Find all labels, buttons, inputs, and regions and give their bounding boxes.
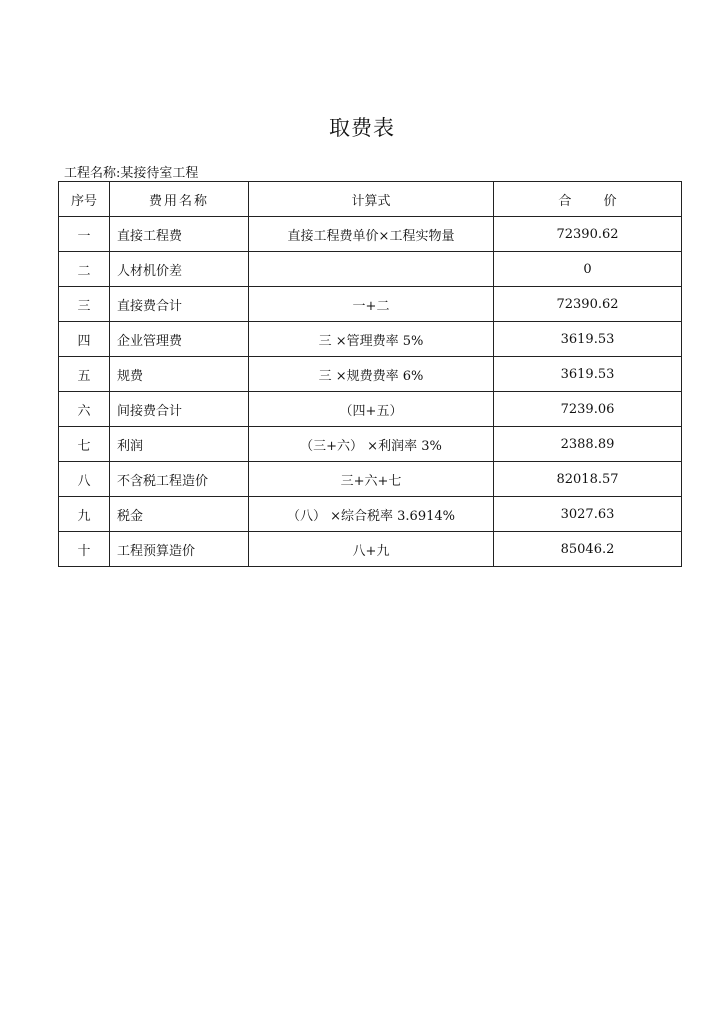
row-no: 八	[59, 462, 110, 497]
row-formula	[249, 252, 494, 287]
row-formula: 一+二	[249, 287, 494, 322]
row-no: 九	[59, 497, 110, 532]
table-row	[59, 427, 682, 462]
row-formula: 八+九	[249, 532, 494, 567]
table-row	[59, 217, 682, 252]
row-amount: 72390.62	[494, 287, 682, 322]
table-row	[59, 392, 682, 427]
row-formula: （三+六） ×利润率 3%	[249, 427, 494, 462]
table-header-row	[59, 182, 682, 217]
header-name: 费用名称	[110, 182, 249, 217]
row-name: 不含税工程造价	[110, 462, 249, 497]
table-row	[59, 322, 682, 357]
row-formula: 三+六+七	[249, 462, 494, 497]
table-row	[59, 357, 682, 392]
fee-table	[58, 181, 682, 567]
row-formula: （八） ×综合税率 3.6914%	[249, 497, 494, 532]
row-amount: 3027.63	[494, 497, 682, 532]
row-name: 工程预算造价	[110, 532, 249, 567]
row-name: 税金	[110, 497, 249, 532]
project-name-label: 工程名称:某接待室工程	[64, 166, 199, 181]
row-name: 人材机价差	[110, 252, 249, 287]
row-no: 二	[59, 252, 110, 287]
row-amount: 0	[494, 252, 682, 287]
row-name: 间接费合计	[110, 392, 249, 427]
table-row	[59, 252, 682, 287]
header-no: 序号	[59, 182, 110, 217]
row-name: 利润	[110, 427, 249, 462]
row-formula: 三 ×规费费率 6%	[249, 357, 494, 392]
table-row	[59, 532, 682, 567]
row-no: 三	[59, 287, 110, 322]
row-no: 四	[59, 322, 110, 357]
row-no: 六	[59, 392, 110, 427]
row-name: 规费	[110, 357, 249, 392]
row-amount: 85046.2	[494, 532, 682, 567]
table-row	[59, 497, 682, 532]
row-amount: 7239.06	[494, 392, 682, 427]
row-name: 直接工程费	[110, 217, 249, 252]
row-amount: 3619.53	[494, 357, 682, 392]
header-formula: 计算式	[249, 182, 494, 217]
row-name: 直接费合计	[110, 287, 249, 322]
page-title: 取费表	[329, 116, 395, 140]
table-row	[59, 462, 682, 497]
row-amount: 72390.62	[494, 217, 682, 252]
row-amount: 2388.89	[494, 427, 682, 462]
row-formula: 三 ×管理费率 5%	[249, 322, 494, 357]
row-no: 五	[59, 357, 110, 392]
row-amount: 82018.57	[494, 462, 682, 497]
row-no: 七	[59, 427, 110, 462]
row-no: 一	[59, 217, 110, 252]
row-name: 企业管理费	[110, 322, 249, 357]
row-formula: 直接工程费单价×工程实物量	[249, 217, 494, 252]
table-row	[59, 287, 682, 322]
row-no: 十	[59, 532, 110, 567]
row-amount: 3619.53	[494, 322, 682, 357]
row-formula: （四+五）	[249, 392, 494, 427]
header-amount: 合 价	[494, 182, 682, 217]
